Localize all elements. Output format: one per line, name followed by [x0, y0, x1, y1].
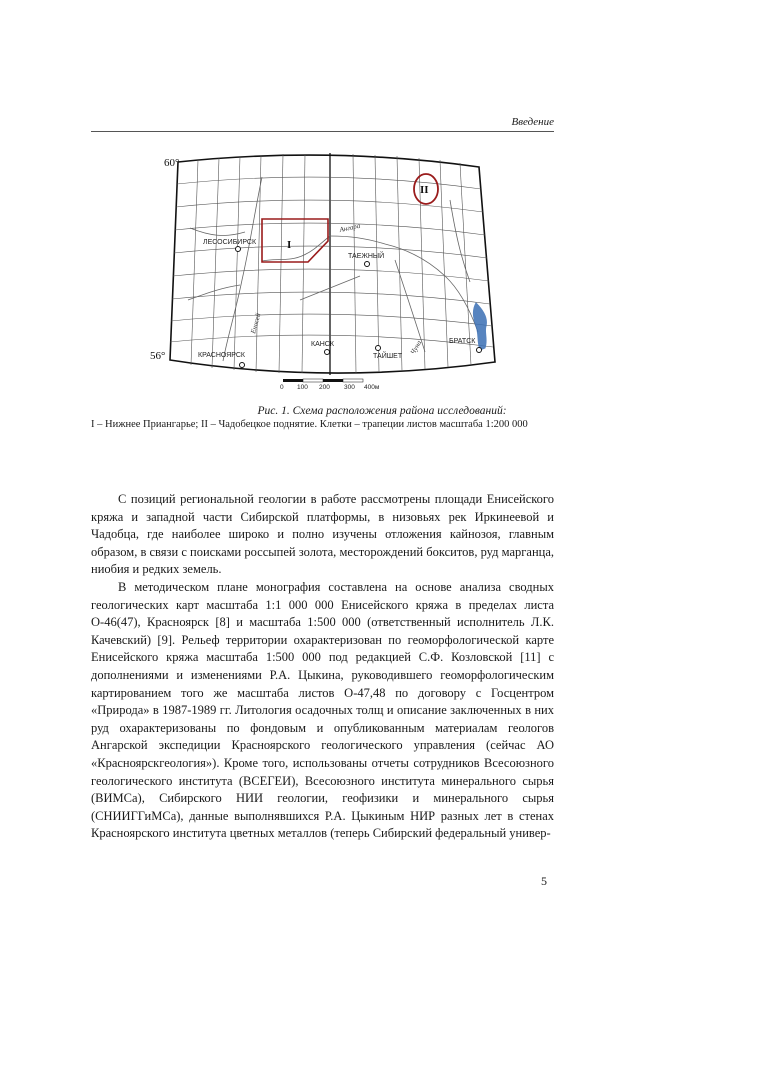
scale-label-200: 200	[319, 384, 330, 391]
city-label-kansk: КАНСК	[311, 341, 334, 348]
area-label-II: II	[420, 184, 429, 196]
body-text	[91, 491, 554, 843]
scale-bar	[283, 379, 363, 382]
city-markers	[236, 247, 482, 368]
city-label-taezhny: ТАЕЖНЫЙ	[348, 253, 385, 260]
river-label-yenisei: Енисей	[249, 312, 263, 335]
city-label-krasnoyarsk: КРАСНОЯРСК	[198, 352, 245, 359]
scale-label-100: 100	[297, 384, 308, 391]
figure-caption-title: Рис. 1. Схема расположения района исследований:	[257, 405, 507, 417]
scale-label-400: 400м	[364, 384, 380, 391]
river-label-angara: Ангара	[338, 221, 361, 234]
city-label-bratsk: БРАТСК	[449, 338, 476, 345]
scale-label-300: 300	[344, 384, 355, 391]
lat-label-60: 60°	[164, 157, 180, 169]
running-header: Введение	[511, 116, 554, 128]
city-label-tayshet: ТАЙШЕТ	[373, 353, 403, 360]
paragraph-1: С позиций региональной геологии в работе рассмотрены площади Енисейского кряжа и западной части Сибирской платформы, в низовьях рек Иркинеевой и Чадобца, где наиболее широко и полно изучены отложения кайнозоя, главным образом, в связи с поисками россыпей золота, месторождений бокситов, руд марганца, ниобия и редких земель.	[91, 492, 554, 577]
scale-label-0: 0	[280, 384, 284, 391]
figure-caption-body: I – Нижнее Приангарье; II – Чадобецкое поднятие. Клетки – трапеции листов масштаба 1:200 000	[91, 419, 528, 430]
river-label-chuna: Чуна	[408, 339, 424, 356]
paragraph-2: В методическом плане монография составлена на основе анализа сводных геологических карт масштаба 1:1 000 000 Енисейского кряжа в пределах листа О-46(47), Красноярск [8] и масштаба 1:500 000 (ответственный исполнитель Л.К. Качевский) [9]. Рельеф территории охарактеризован по геоморфологической карте Енисейского кряжа масштаба 1:500 000 под редакцией С.Ф. Козловской [11] с дополнениями и изменениями Р.А. Цыкина, руководившего геоморфологическим картированием того же масштаба листов О-47,48 по договору с Госцентром «Природа» в 1987-1989 гг. Литология осадочных толщ и описание заключенных в них руд охарактеризованы по фондовым и опубликованным материалам геологов Ангарской экспедиции Красноярского геологического управления (сейчас АО «Красноярскгеология»). Кроме того, использованы отчеты сотрудников Всесоюзного геологического института (ВСЕГЕИ), Всесоюзного института минерального сырья (ВИМСа), Сибирского НИИ геологии, геофизики и минерального сырья (СНИИГГиМСа), данные выполнявшихся Р.А. Цыкиным НИР разных лет в стенах Красноярского института цветных металлов (теперь Сибирский федеральный универ-	[91, 579, 554, 841]
study-area-I	[262, 219, 328, 262]
city-label-lesosibirsk: ЛЕСОСИБИРСК	[203, 239, 257, 246]
parallel-grid	[170, 177, 493, 347]
lat-label-56: 56°	[150, 350, 166, 362]
area-label-I: I	[287, 239, 292, 251]
page-number: 5	[541, 874, 547, 888]
